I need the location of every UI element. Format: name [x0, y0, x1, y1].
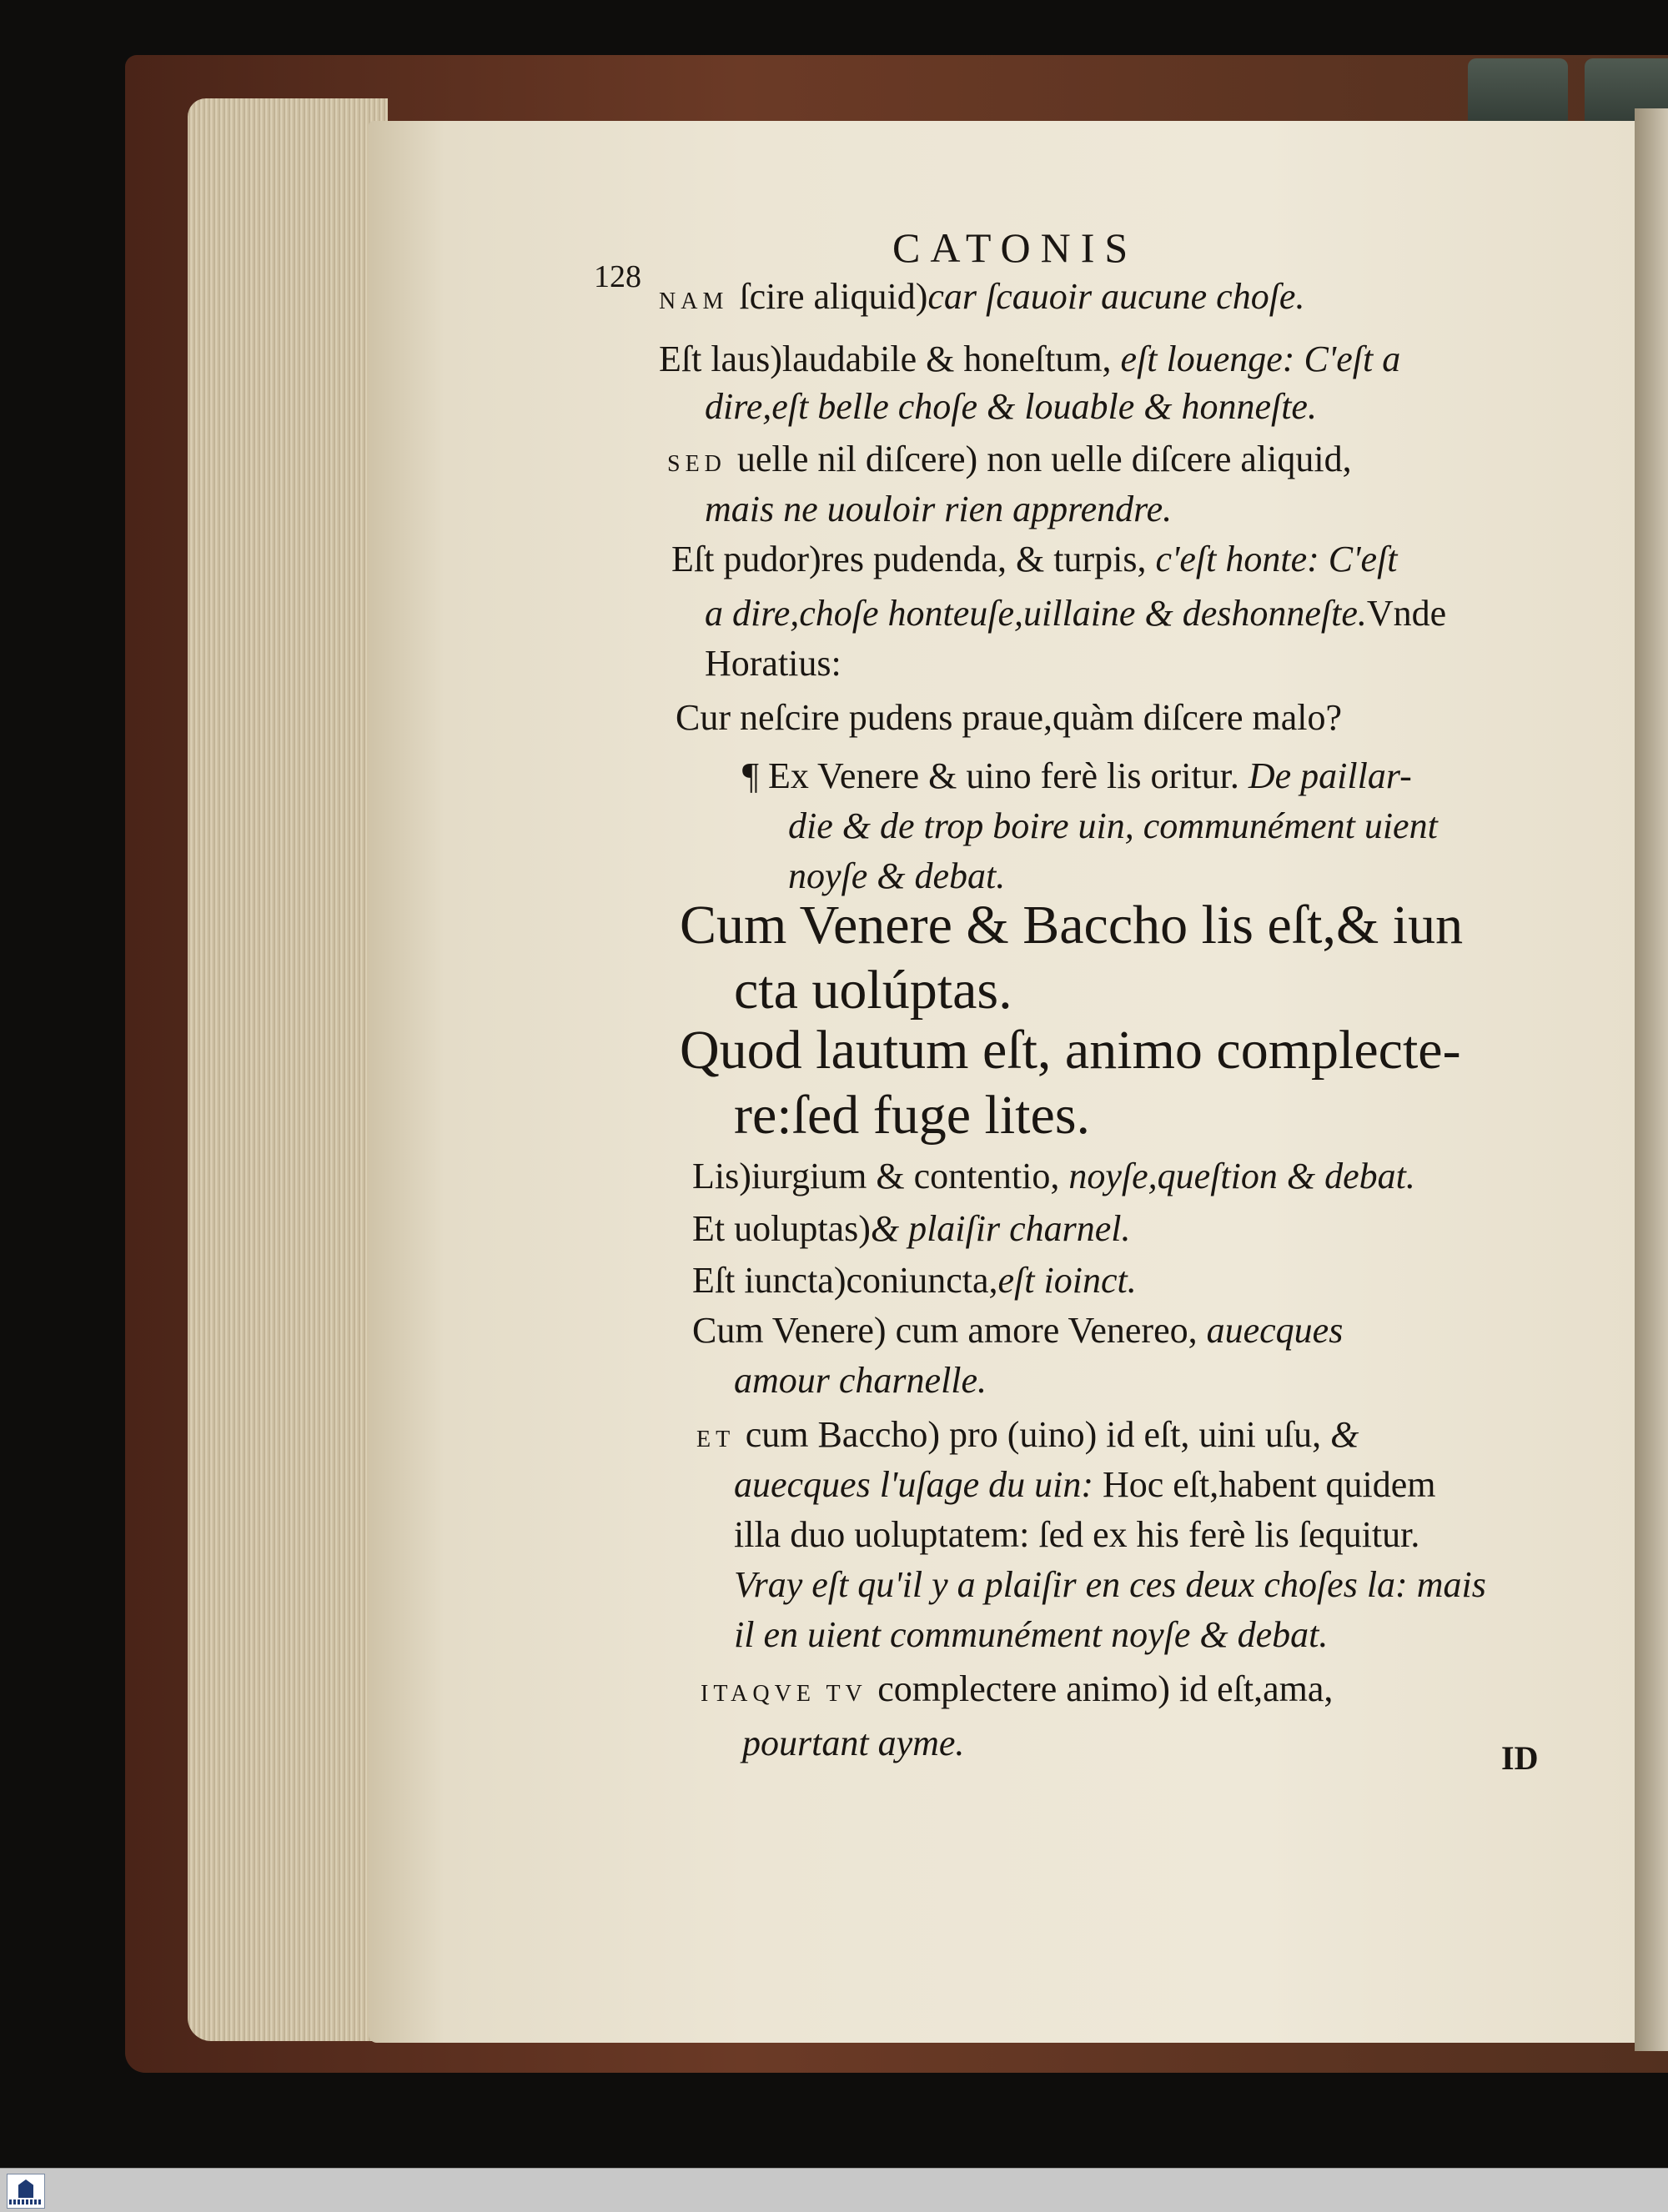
text-line — [667, 438, 1352, 480]
text-segment: uelle nil diſcere) non uelle diſcere aliquid, — [736, 439, 1352, 479]
text-segment: & — [1330, 1414, 1359, 1455]
text-segment: Et uoluptas) — [692, 1208, 871, 1249]
text-segment: mais ne uouloir rien apprendre. — [705, 489, 1173, 529]
text-line — [742, 1722, 964, 1764]
text-segment: Cum Venere) cum amore Venereo, — [692, 1310, 1207, 1351]
text-line — [705, 488, 1172, 530]
text-segment: Cum Venere & Baccho lis eſt,& iun — [680, 895, 1464, 956]
text-line — [734, 1359, 987, 1402]
catchword: ID — [1501, 1739, 1539, 1777]
running-head: CATONIS — [892, 224, 1138, 271]
text-segment: auecques — [1206, 1310, 1344, 1351]
text-line — [734, 1463, 1436, 1506]
text-segment: complectere animo) id eſt,ama, — [877, 1668, 1334, 1709]
library-logo-icon — [7, 2174, 45, 2209]
text-segment: dire,eſt belle choſe & louable & honneſte. — [705, 386, 1317, 427]
text-line — [671, 538, 1398, 580]
verse-line — [734, 959, 1012, 1022]
text-line — [676, 696, 1342, 739]
text-segment: ¶ Ex Venere & uino ferè lis oritur. — [742, 755, 1248, 796]
text-line — [742, 755, 1412, 797]
text-segment: noyſe & debat. — [788, 855, 1006, 896]
text-segment: re:ſed fuge lites. — [734, 1085, 1091, 1146]
text-segment: amour charnelle. — [734, 1360, 987, 1401]
text-segment: ſcire aliquid) — [739, 276, 928, 317]
text-line — [696, 1413, 1359, 1456]
page-number: 128 — [594, 259, 641, 294]
text-segment: Vnde — [1366, 593, 1447, 634]
text-segment: Hoc eſt,habent quidem — [1093, 1464, 1436, 1505]
text-line — [692, 1155, 1415, 1197]
text-segment: De paillar- — [1248, 755, 1412, 796]
text-line — [788, 805, 1438, 847]
text-segment: noyſe,queſtion & debat. — [1068, 1156, 1415, 1196]
text-segment: Lis)iurgium & contentio, — [692, 1156, 1069, 1196]
text-segment: Eſt laus)laudabile & honeſtum, — [659, 339, 1121, 379]
text-line — [659, 275, 1304, 318]
text-line — [705, 592, 1446, 635]
text-segment: Horatius: — [705, 643, 842, 684]
text-segment: il en uient communément noyſe & debat. — [734, 1614, 1329, 1655]
text-line — [705, 385, 1317, 428]
text-segment: a dire,choſe honteuſe,uillaine & deshonneſte. — [705, 593, 1367, 634]
verse-line — [680, 1019, 1461, 1082]
text-line — [734, 1613, 1328, 1656]
text-line — [692, 1309, 1343, 1352]
text-segment: Quod lautum eſt, animo complecte- — [680, 1020, 1461, 1081]
text-line — [734, 1563, 1486, 1606]
verse-line — [734, 1084, 1090, 1147]
verse-line — [680, 894, 1463, 957]
text-segment: cta uolúptas. — [734, 960, 1012, 1021]
text-segment: Eſt pudor)res pudenda, & turpis, — [671, 539, 1156, 579]
text-segment: pourtant ayme. — [742, 1723, 965, 1763]
text-segment: ITAQVE TV — [701, 1681, 878, 1707]
text-segment: Eſt iuncta)coniuncta, — [692, 1260, 998, 1301]
text-line — [692, 1207, 1131, 1250]
text-segment: eſt ioinct. — [997, 1260, 1137, 1301]
text-line — [692, 1259, 1137, 1302]
text-segment: NAM — [659, 288, 740, 314]
text-segment: Vray eſt qu'il y a plaiſir en ces deux choſes la: mais — [734, 1564, 1486, 1605]
text-segment: SED — [667, 451, 737, 477]
text-segment: c'eſt honte: C'eſt — [1155, 539, 1398, 579]
viewer-footer — [0, 2168, 1668, 2212]
text-segment: & plaiſir charnel. — [870, 1208, 1131, 1249]
text-segment: auecques l'uſage du uin: — [734, 1464, 1093, 1505]
text-line — [701, 1668, 1333, 1710]
text-segment: illa duo uoluptatem: ſed ex his ferè lis ſequitur. — [734, 1514, 1420, 1555]
text-segment: car ſcauoir aucune choſe. — [927, 276, 1305, 317]
text-segment: eſt louenge: C'eſt a — [1120, 339, 1401, 379]
text-line — [705, 642, 842, 685]
text-line — [788, 855, 1005, 897]
text-segment: ET — [696, 1427, 746, 1452]
text-line — [734, 1513, 1419, 1556]
text-segment: cum Baccho) pro (uino) id eſt, uini uſu, — [745, 1414, 1331, 1455]
text-line — [659, 338, 1400, 380]
text-segment: die & de trop boire uin, communément uient — [788, 805, 1438, 846]
text-segment: Cur neſcire pudens praue,quàm diſcere malo? — [676, 697, 1343, 738]
